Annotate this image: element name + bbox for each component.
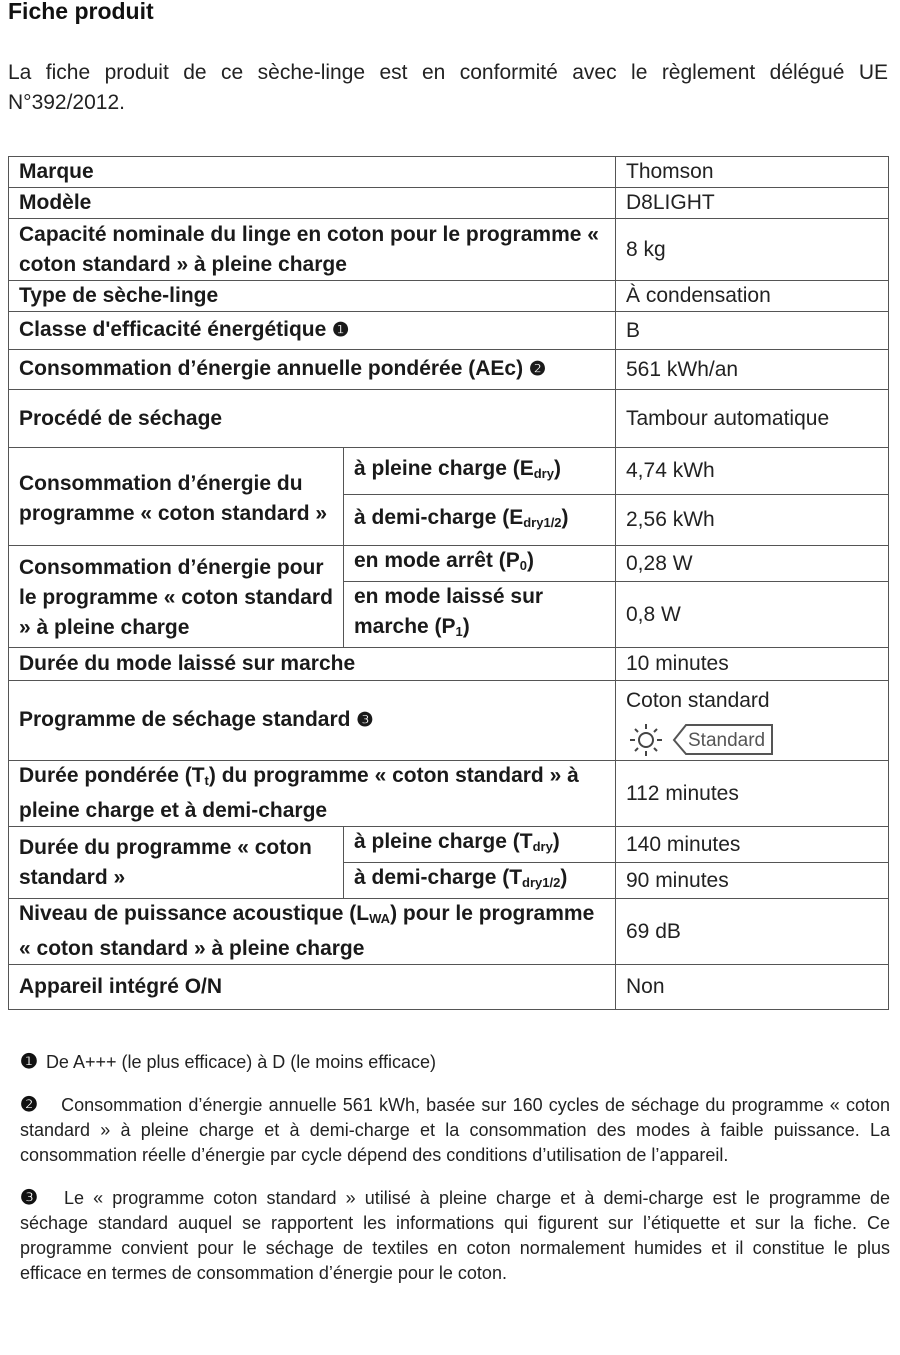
off-mode-value: 0,28 W: [616, 546, 889, 582]
program-duration-label: Durée du programme « coton standard »: [9, 827, 344, 899]
program-energy-half-sub: dry1/2: [523, 514, 562, 530]
product-spec-table: [8, 156, 889, 1010]
footnote-1-bullet: ❶: [20, 1051, 38, 1073]
weighted-time-label: [9, 761, 616, 827]
dryer-type-value: À condensation: [616, 281, 889, 312]
standard-program-value-cell: [616, 681, 889, 761]
energy-class-value: B: [616, 312, 889, 350]
footnote-3: [20, 1186, 890, 1286]
off-mode-prefix: en mode arrêt (P: [354, 549, 520, 572]
noise-sub: WA: [369, 911, 391, 926]
table-row: [9, 219, 889, 281]
off-mode-sub: 0: [519, 558, 527, 573]
standard-program-value: Coton standard: [626, 688, 770, 712]
duration-half-value: 90 minutes: [616, 863, 889, 899]
standard-tag-text: Standard: [688, 729, 766, 751]
duration-half-prefix: à demi-charge (T: [354, 866, 523, 889]
noise-suffix: ) pour le programme « coton standard » à pleine charge: [19, 902, 595, 960]
off-mode-suffix: ): [526, 549, 534, 572]
table-row: [9, 188, 889, 219]
program-energy-half-suffix: ): [561, 505, 569, 529]
footnote-1-text: De A+++ (le plus efficace) à D (le moins efficace): [45, 1052, 436, 1072]
built-in-value: Non: [616, 965, 889, 1010]
sun-icon: [630, 724, 662, 756]
page-title: Fiche produit: [8, 0, 154, 24]
table-row: [9, 899, 889, 965]
table-row: [9, 965, 889, 1010]
table-row: [9, 350, 889, 390]
weighted-time-prefix: Durée pondérée (T: [19, 764, 205, 787]
duration-full-value: 140 minutes: [616, 827, 889, 863]
table-row: [9, 281, 889, 312]
program-energy-half-label: [344, 495, 616, 546]
table-row: [9, 681, 889, 761]
built-in-label: Appareil intégré O/N: [9, 965, 616, 1010]
footnote-3-marker: ❸: [356, 710, 374, 731]
dryer-type-label: Type de sèche-linge: [9, 281, 616, 312]
standard-program-label: [9, 681, 616, 761]
weighted-time-value: 112 minutes: [616, 761, 889, 827]
program-energy-label: Consommation d’énergie du programme « coton standard »: [9, 448, 344, 546]
footnotes: [20, 1050, 890, 1304]
program-energy-half-prefix: à demi-charge (E: [354, 505, 524, 529]
program-energy-full-label: [344, 448, 616, 495]
standard-program-label-text: Programme de séchage standard: [19, 708, 351, 731]
low-power-label: Consommation d’énergie pour le programme « coton standard » à pleine charge: [9, 546, 344, 648]
table-row: [9, 827, 889, 863]
intro-paragraph: La fiche produit de ce sèche-linge est en conformité avec le règlement délégué UE N°392/2012.: [8, 61, 888, 114]
table-row: [9, 648, 889, 681]
program-energy-half-value: 2,56 kWh: [616, 495, 889, 546]
noise-prefix: Niveau de puissance acoustique (L: [19, 902, 370, 925]
program-energy-full-value: 4,74 kWh: [616, 448, 889, 495]
left-on-mode-suffix: ): [462, 615, 470, 638]
footnote-2-text: Consommation d’énergie annuelle 561 kWh, basée sur 160 cycles de séchage du programme « coton standard » à pleine charge et à demi-charge et la consommation des modes à faible puissance. La consommation réelle d’énergie par cycle dépend des conditions d’utilisation de l’appareil.: [20, 1095, 890, 1165]
energy-class-label-text: Classe d'efficacité énergétique: [19, 318, 327, 341]
left-on-duration-value: 10 minutes: [616, 648, 889, 681]
left-on-mode-prefix: en mode laissé sur marche (P: [354, 585, 544, 638]
program-energy-full-prefix: à pleine charge (E: [354, 456, 534, 480]
drying-control-value: Tambour automatique: [616, 390, 889, 448]
left-on-duration-label: Durée du mode laissé sur marche: [9, 648, 616, 681]
duration-half-sub: dry1/2: [522, 875, 561, 890]
model-label: Modèle: [9, 188, 616, 219]
noise-label: [9, 899, 616, 965]
table-row: [9, 448, 889, 495]
noise-value: 69 dB: [616, 899, 889, 965]
capacity-value: 8 kg: [616, 219, 889, 281]
standard-program-logo: [626, 720, 776, 758]
footnote-1: [20, 1050, 890, 1075]
footnote-2: [20, 1093, 890, 1168]
duration-full-sub: dry: [532, 839, 553, 854]
duration-full-suffix: ): [552, 830, 560, 853]
duration-full-prefix: à pleine charge (T: [354, 830, 533, 853]
duration-full-label: [344, 827, 616, 863]
energy-class-label: [9, 312, 616, 350]
capacity-label: Capacité nominale du linge en coton pour le programme « coton standard » à pleine charge: [9, 219, 616, 281]
off-mode-label: [344, 546, 616, 582]
table-row: [9, 546, 889, 582]
footnote-3-text: Le « programme coton standard » utilisé à pleine charge et à demi-charge est le programme de séchage standard auquel se rapportent les informations qui figurent sur l’étiquette et sur la fiche. Ce programme convient pour le séchage de textiles en coton normalement humides et il constitue le plus efficace en termes de consommation d’énergie pour le coton.: [20, 1188, 890, 1283]
table-row: [9, 390, 889, 448]
annual-consumption-label: [9, 350, 616, 390]
weighted-time-sub: t: [204, 773, 209, 788]
footnote-3-bullet: ❸: [20, 1187, 43, 1209]
footnote-1-marker: ❶: [332, 320, 350, 341]
program-energy-full-sub: dry: [533, 465, 554, 481]
drying-control-label: Procédé de séchage: [9, 390, 616, 448]
brand-label: Marque: [9, 157, 616, 188]
duration-half-suffix: ): [560, 866, 568, 889]
annual-consumption-label-text: Consommation d’énergie annuelle pondérée (AEc): [19, 357, 524, 380]
brand-value: Thomson: [616, 157, 889, 188]
left-on-mode-value: 0,8 W: [616, 582, 889, 648]
duration-half-label: [344, 863, 616, 899]
table-row: [9, 312, 889, 350]
annual-consumption-value: 561 kWh/an: [616, 350, 889, 390]
table-row: [9, 761, 889, 827]
left-on-mode-sub: 1: [455, 624, 463, 639]
weighted-time-suffix: ) du programme « coton standard » à pleine charge et à demi-charge: [19, 764, 579, 822]
program-energy-full-suffix: ): [553, 456, 561, 480]
left-on-mode-label: [344, 582, 616, 648]
footnote-2-marker: ❷: [528, 359, 546, 380]
table-row: [9, 157, 889, 188]
footnote-2-bullet: ❷: [20, 1094, 40, 1116]
model-value: D8LIGHT: [616, 188, 889, 219]
